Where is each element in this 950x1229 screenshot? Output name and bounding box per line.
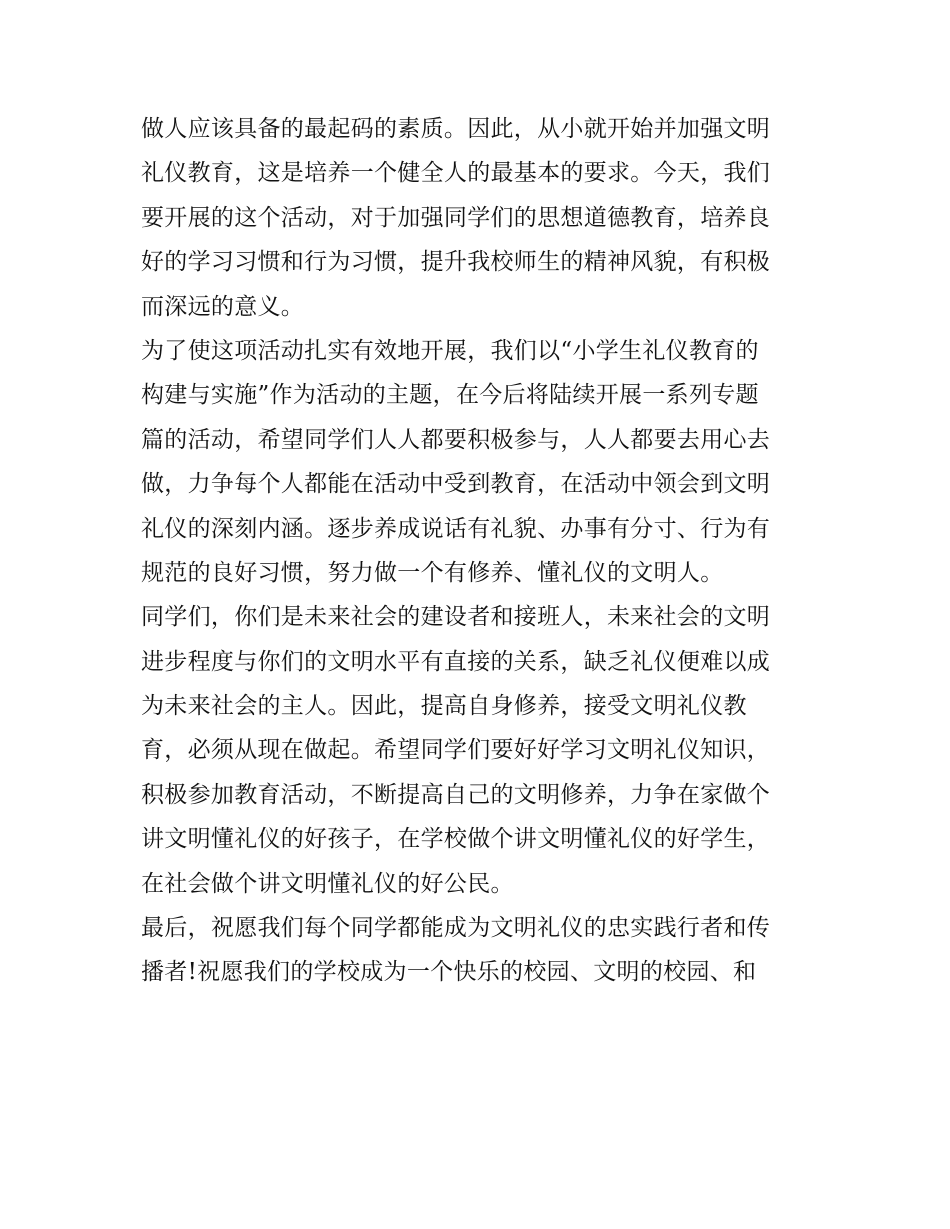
text-line: 礼仪的深刻内涵。逐步养成说话有礼貌、办事有分寸、行为有: [141, 515, 771, 542]
text-line: 做人应该具备的最起码的素质。因此，从小就开始并加强文明: [141, 116, 771, 142]
text-line: 规范的良好习惯，努力做一个有修养、懂礼仪的文明人。: [141, 559, 724, 586]
text-line: 好的学习习惯和行为习惯，提升我校师生的精神风貌，有积极: [141, 249, 771, 276]
text-line: 构建与实施”作为活动的主题，在今后将陆续开展一系列专题: [141, 382, 759, 409]
text-line: 做，力争每个人都能在活动中受到教育，在活动中领会到文明: [141, 471, 771, 498]
text-line: 篇的活动，希望同学们人人都要积极参与，人人都要去用心去: [141, 426, 771, 453]
text-line: 进步程度与你们的文明水平有直接的关系，缺乏礼仪便难以成: [141, 648, 771, 675]
text-line: 最后，祝愿我们每个同学都能成为文明礼仪的忠实践行者和传: [141, 915, 771, 942]
text-line: 积极参加教育活动，不断提高自己的文明修养，力争在家做个: [141, 781, 771, 808]
text-line: 播者!祝愿我们的学校成为一个快乐的校园、文明的校园、和: [141, 959, 757, 986]
text-line: 讲文明懂礼仪的好孩子，在学校做个讲文明懂礼仪的好学生，: [141, 826, 771, 853]
text-line: 为未来社会的主人。因此，提高自身修养，接受文明礼仪教: [141, 693, 747, 720]
text-line: 为了使这项活动扎实有效地开展，我们以“小学生礼仪教育的: [141, 337, 759, 364]
text-line: 而深远的意义。: [141, 293, 305, 320]
body-text: [141, 107, 831, 995]
text-line: 要开展的这个活动，对于加强同学们的思想道德教育，培养良: [141, 204, 771, 231]
text-line: 育，必须从现在做起。希望同学们要好好学习文明礼仪知识，: [141, 737, 771, 764]
text-line: 同学们，你们是未来社会的建设者和接班人，未来社会的文明: [141, 604, 771, 631]
text-line: 礼仪教育，这是培养一个健全人的最基本的要求。今天，我们: [141, 160, 771, 187]
text-line: 在社会做个讲文明懂礼仪的好公民。: [141, 870, 514, 897]
